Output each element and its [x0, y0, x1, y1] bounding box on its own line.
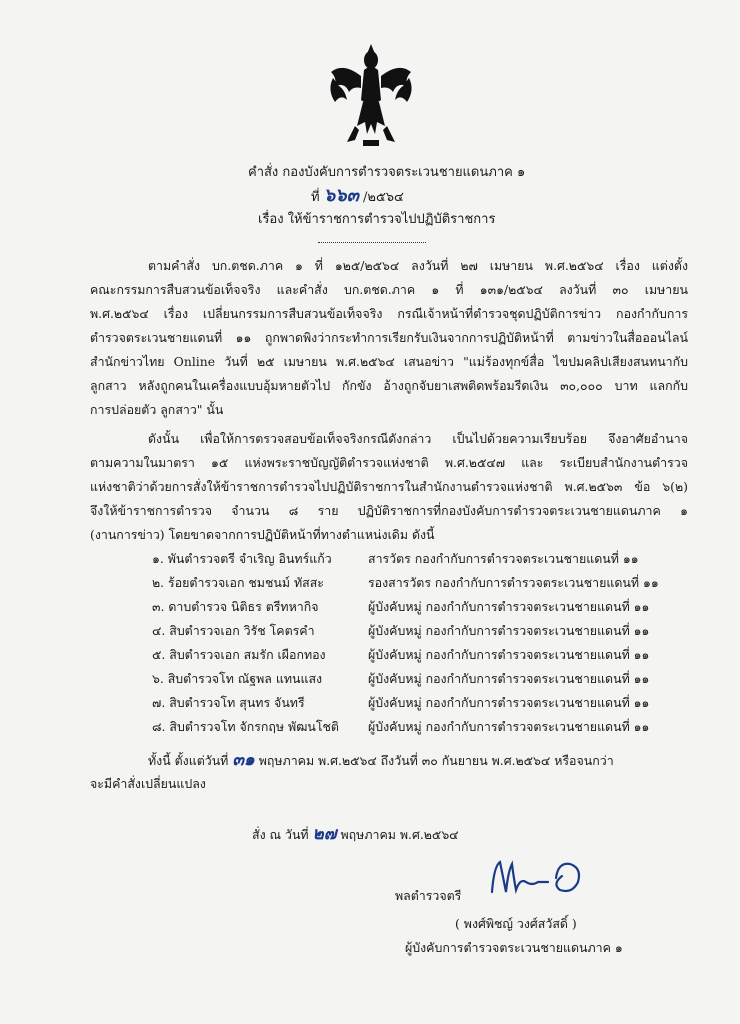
order-heading: คำสั่ง กองบังคับการตำรวจตระเวนชายแดนภาค ๑ — [248, 165, 526, 180]
officer-name: ๒. ร้อยตำรวจเอก ชมชนม์ ทัสสะ — [152, 575, 324, 590]
officer-name: ๕. สิบตำรวจเอก สมรัก เผือกทอง — [152, 647, 326, 662]
order-number-suffix: /๒๕๖๔ — [363, 190, 404, 205]
officer-position: ผู้บังคับหมู่ กองกำกับการตำรวจตระเวนชายแดนที่ ๑๑ — [368, 647, 650, 662]
order-number — [311, 185, 404, 206]
order-number-handwritten: ๖๖๓ — [323, 185, 359, 206]
officer-position: ผู้บังคับหมู่ กองกำกับการตำรวจตระเวนชายแดนที่ ๑๑ — [368, 695, 650, 710]
officer-name: ๔. สิบตำรวจเอก วิรัช โคตรคำ — [152, 623, 315, 638]
period-range: พฤษภาคม พ.ศ.๒๕๖๔ ถึงวันที่ ๓๐ กันยายน พ.ศ.๒๕๖๔ หรือจนกว่า — [258, 753, 614, 768]
officer-name: ๑. พันตำรวจตรี จำเริญ อินทร์แก้ว — [152, 551, 332, 566]
garuda-emblem-icon — [325, 42, 417, 152]
para1-line: การปล่อยตัว ลูกสาว" นั้น — [90, 402, 224, 417]
officer-position: ผู้บังคับหมู่ กองกำกับการตำรวจตระเวนชายแดนที่ ๑๑ — [368, 623, 650, 638]
order-subject: เรื่อง ให้ข้าราชการตำรวจไปปฏิบัติราชการ — [258, 212, 496, 227]
order-number-prefix: ที่ — [311, 190, 320, 205]
para1-line: ลูกสาว หลังถูกคนในเครื่องแบบอุ้มหายตัวไป กักขัง อ้างถูกจับยาเสพติดพร้อมรีดเงิน ๓๐,๐๐๐ บาท แลกกับ — [90, 378, 688, 393]
para1-line: คณะกรรมการสืบสวนข้อเท็จจริง และคำสั่ง บก.ตชด.ภาค ๑ ที่ ๑๓๑/๒๕๖๔ ลงวันที่ ๓๐ เมษายน — [90, 282, 688, 297]
officer-position: สารวัตร กองกำกับการตำรวจตระเวนชายแดนที่ ๑๑ — [368, 551, 639, 566]
period-line-2: จะมีคำสั่งเปลี่ยนแปลง — [90, 776, 206, 791]
officer-name: ๓. ดาบตำรวจ นิติธร ตรีทหากิจ — [152, 599, 319, 614]
signatory-rank: พลตำรวจตรี — [395, 888, 462, 903]
officer-name: ๖. สิบตำรวจโท ณัฐพล แทนแสง — [152, 671, 323, 686]
para1-line: ตำรวจตระเวนชายแดนที่ ๑๑ ถูกพาดพิงว่ากระทำการเรียกรับเงินจากการปฏิบัติหน้าที่ ตามข่าวในสื่อออนไลน์ — [90, 330, 688, 345]
ordered-date-suffix: พฤษภาคม พ.ศ.๒๕๖๔ — [340, 827, 459, 842]
period-line-1 — [148, 752, 614, 769]
para2-line: ดังนั้น เพื่อให้การตรวจสอบข้อเท็จจริงกรณีดังกล่าว เป็นไปด้วยความเรียบร้อย จึงอาศัยอำนาจ — [148, 431, 688, 446]
officer-position: ผู้บังคับหมู่ กองกำกับการตำรวจตระเวนชายแดนที่ ๑๑ — [368, 671, 650, 686]
officer-position: ผู้บังคับหมู่ กองกำกับการตำรวจตระเวนชายแดนที่ ๑๑ — [368, 719, 650, 734]
para1-line: ตามคำสั่ง บก.ตชด.ภาค ๑ ที่ ๑๒๕/๒๕๖๔ ลงวันที่ ๒๗ เมษายน พ.ศ.๒๕๖๔ เรื่อง แต่งตั้ง — [148, 258, 688, 273]
para2-line: จึงให้ข้าราชการตำรวจ จำนวน ๘ ราย ปฏิบัติราชการที่กองบังคับการตำรวจตระเวนชายแดนภาค ๑ — [90, 503, 688, 518]
para1-line: สำนักข่าวไทย Online วันที่ ๒๕ เมษายน พ.ศ.๒๕๖๔ เสนอข่าว "แม่ร้องทุกข์สื่อ ไขปมคลิปเสียงสนทนากับ — [90, 354, 688, 369]
period-start-day-handwritten: ๓๑ — [232, 750, 255, 770]
officer-position: ผู้บังคับหมู่ กองกำกับการตำรวจตระเวนชายแดนที่ ๑๑ — [368, 599, 650, 614]
signature-icon — [486, 852, 586, 902]
para2-line: (งานการข่าว) โดยขาดจากการปฏิบัติหน้าที่ทางตำแหน่งเดิม ดังนี้ — [90, 527, 435, 542]
signatory-name: ( พงศ์พิชญ์ วงศ์สวัสดิ์ ) — [455, 916, 577, 931]
signatory-title: ผู้บังคับการตำรวจตระเวนชายแดนภาค ๑ — [405, 940, 623, 955]
para2-line: แห่งชาติว่าด้วยการสั่งให้ข้าราชการตำรวจไปปฏิบัติราชการในสำนักงานตำรวจแห่งชาติ พ.ศ.๒๕๖๓ ข้อ ๖(๒) — [90, 479, 688, 494]
para2-line: ตามความในมาตรา ๑๕ แห่งพระราชบัญญัติตำรวจแห่งชาติ พ.ศ.๒๕๔๗ และ ระเบียบสำนักงานตำรวจ — [90, 455, 688, 470]
officer-position: รองสารวัตร กองกำกับการตำรวจตระเวนชายแดนที่ ๑๑ — [368, 575, 659, 590]
ordered-date — [252, 826, 459, 843]
officer-name: ๗. สิบตำรวจโท สุนทร จันทรี — [152, 695, 305, 710]
ordered-day-handwritten: ๒๗ — [312, 824, 337, 844]
header-divider — [318, 242, 426, 243]
officer-name: ๘. สิบตำรวจโท จักรกฤษ พัฒนโชติ — [152, 719, 339, 734]
ordered-date-prefix: สั่ง ณ วันที่ — [252, 827, 309, 842]
period-start-label: ทั้งนี้ ตั้งแต่วันที่ — [148, 753, 229, 768]
para1-line: พ.ศ.๒๕๖๔ เรื่อง เปลี่ยนกรรมการสืบสวนข้อเท็จจริง กรณีเจ้าหน้าที่ตำรวจชุดปฏิบัติการข่าว กองกำกับการ — [90, 306, 688, 321]
